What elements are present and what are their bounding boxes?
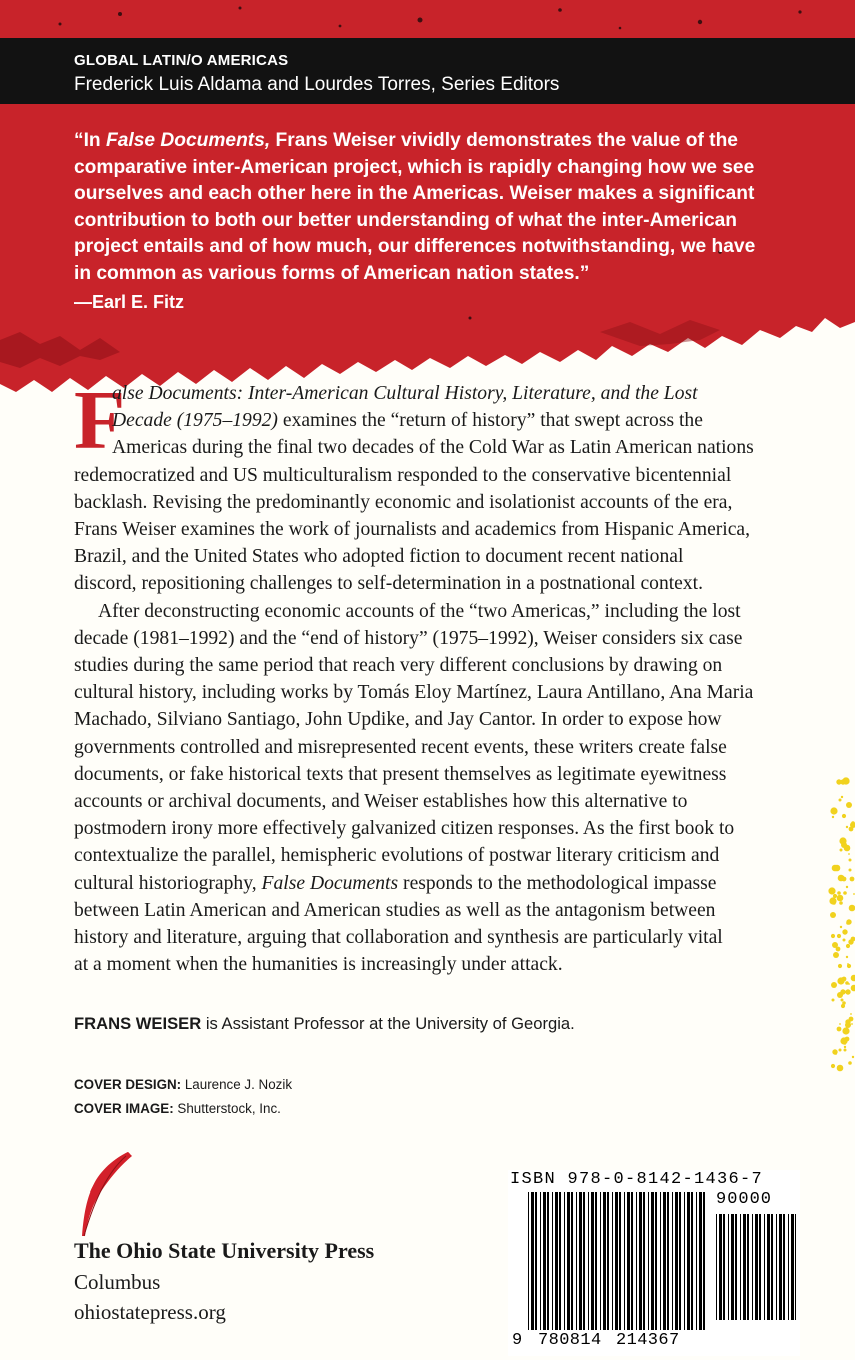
description-line: After deconstructing economic accounts of the “two Americas,” including the lost: [98, 600, 741, 622]
description-line: decade (1981–1992) and the “end of history” (1975–1992), Weiser considers six case: [74, 627, 743, 649]
description-line: documents, or fake historical texts that present themselves as legitimate eyewitness: [74, 763, 727, 785]
author-bio: FRANS WEISER is Assistant Professor at the University of Georgia.: [74, 1014, 575, 1033]
isbn-barcode: [508, 1170, 800, 1356]
isbn-label: ISBN 978-0-8142-1436-7: [510, 1170, 764, 1189]
description-line: cultural history, including works by Tomás Eloy Martínez, Laura Antillano, Ana Maria: [74, 682, 754, 704]
publisher-city: Columbus: [74, 1270, 161, 1294]
description-line: Machado, Silviano Santiago, John Updike, and Jay Cantor. In order to expose how: [74, 709, 722, 731]
quote-attribution: —Earl E. Fitz: [74, 292, 185, 312]
description-line: Frans Weiser examines the work of journalists and academics from Hispanic America,: [74, 519, 751, 541]
description-line: accounts or archival documents, and Weiser establishes how this alternative to: [74, 791, 688, 813]
quote-line: contribution to both our better understanding of what the inter-American: [74, 209, 738, 231]
barcode-lead-digit: 9: [512, 1331, 523, 1350]
barcode-bars: [508, 1170, 800, 1356]
barcode-right-digits: 214367: [616, 1331, 680, 1350]
description-line: discord, repositioning challenges to self-determination in a postnational context.: [74, 573, 704, 595]
cover-image-credit: COVER IMAGE: Shutterstock, Inc.: [74, 1101, 281, 1116]
author-name: FRANS WEISER: [74, 1014, 202, 1033]
drop-cap: F: [74, 374, 126, 467]
description-line: history and literature, arguing that collaboration and synthesis are particularly vital: [74, 927, 723, 949]
description-line: backlash. Revising the predominantly economic and isolationist accounts of the era,: [74, 491, 733, 513]
barcode-left-digits: 780814: [538, 1331, 602, 1350]
description-line: Americas during the final two decades of the Cold War as Latin American nations: [112, 437, 754, 459]
quote-line: “In False Documents, Frans Weiser vividly demonstrates the value of the: [74, 130, 738, 151]
description-line: contextualize the parallel, hemispheric evolutions of postwar literary criticism and: [74, 845, 720, 867]
quote-line: in common as various forms of American nation states.”: [74, 262, 590, 284]
description-line: cultural historiography, False Documents responds to the methodological impasse: [74, 872, 717, 894]
endorsement-quote: [74, 128, 834, 287]
publisher-name: The Ohio State University Press: [74, 1238, 375, 1263]
description-line: postmodern irony more effectively galvanized citizen responses. As the first book to: [74, 818, 735, 840]
description-line: studies during the same period that reach very different conclusions by drawing on: [74, 655, 723, 677]
description-line: Decade (1975–1992) examines the “return of history” that swept across the: [112, 410, 703, 432]
yellow-paint-speckle: [826, 780, 855, 1070]
description-line: governments controlled and misrepresented recent events, these writers create false: [74, 736, 727, 758]
description-line: redemocratized and US multiculturalism responded to the conservative bicentennial: [74, 464, 732, 486]
description-line: at a moment when the humanities is increasingly under attack.: [74, 954, 563, 976]
series-bar: [0, 38, 855, 104]
quote-line: comparative inter-American project, which is rapidly changing how we see: [74, 156, 755, 178]
price-code: 90000: [716, 1190, 773, 1209]
description-line: Brazil, and the United States who adopted fiction to document recent national: [74, 546, 684, 568]
cover-design-credit: COVER DESIGN: Laurence J. Nozik: [74, 1077, 293, 1092]
series-title: GLOBAL LATIN/O AMERICAS: [74, 52, 289, 69]
quote-line: project entails and of how much, our differences notwithstanding, we have: [74, 236, 756, 257]
red-quill-icon: [76, 1150, 134, 1240]
publisher-url: ohiostatepress.org: [74, 1300, 226, 1324]
series-editors: Frederick Luis Aldama and Lourdes Torres, Series Editors: [74, 74, 560, 95]
description-line: alse Documents: Inter-American Cultural History, Literature, and the Lost: [112, 383, 698, 404]
description-line: between Latin American and American studies as well as the antagonism between: [74, 899, 716, 921]
quote-line: ourselves and each other here in the Americas. Weiser makes a significant: [74, 183, 755, 204]
description-paragraph-1: [74, 374, 754, 978]
